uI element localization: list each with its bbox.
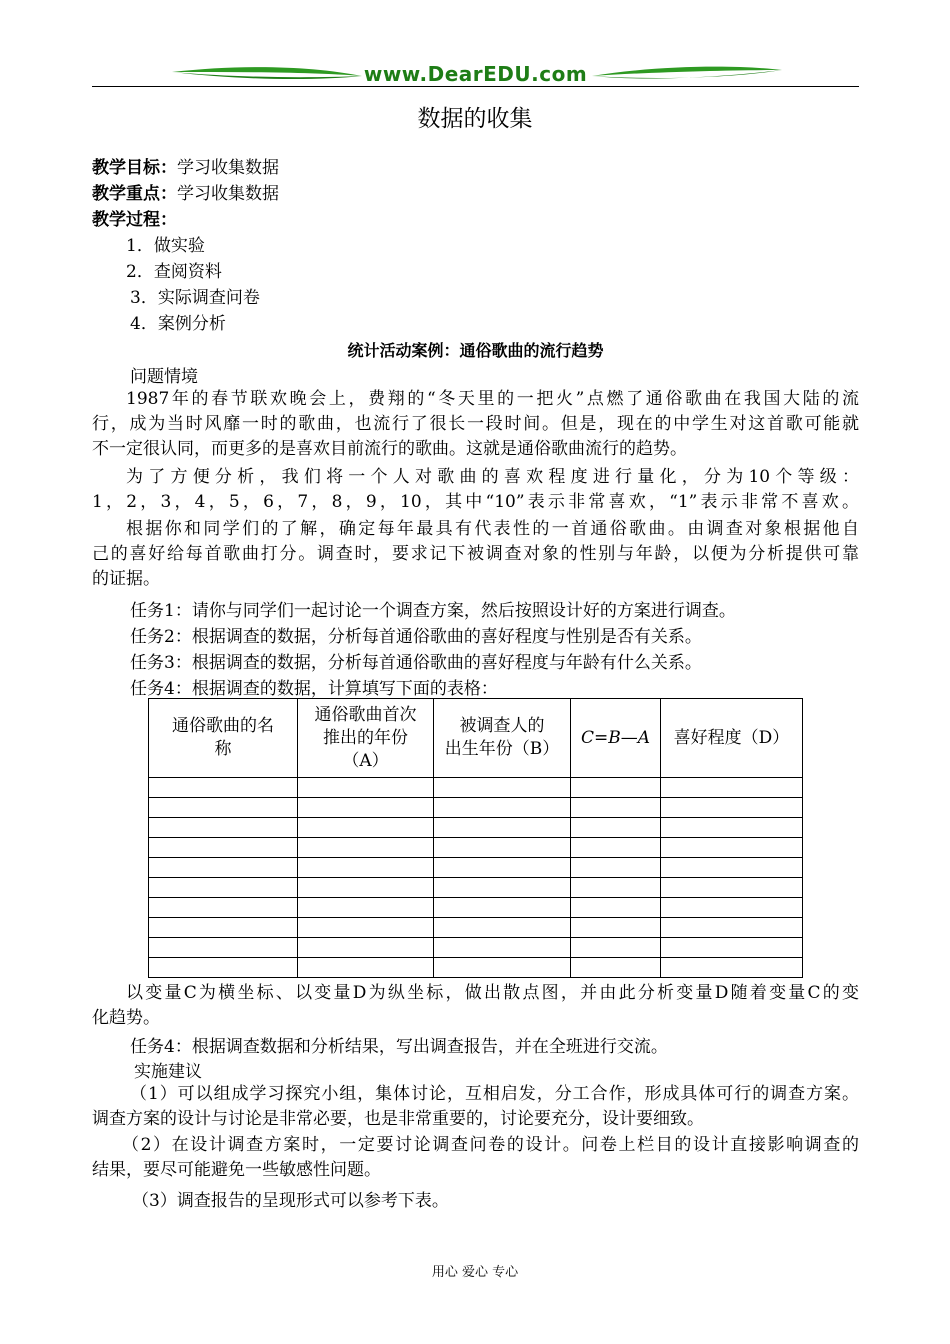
step-item: 2．查阅资料	[126, 262, 222, 282]
text-line: 化趋势。	[92, 1008, 160, 1028]
text-line: 结果，要尽可能避免一些敏感性问题。	[92, 1160, 381, 1180]
table-row	[149, 878, 803, 898]
table-cell	[661, 918, 803, 938]
table-cell	[149, 958, 298, 978]
table-cell	[661, 858, 803, 878]
text-line: 以变量C为横坐标、以变量D为纵坐标，做出散点图，并由此分析变量D随着变量C的变	[126, 983, 859, 1003]
text-line: 1，2，3，4，5，6，7，8，9，10，其中“10”表示非常喜欢，“1”表示非常不喜欢。	[92, 492, 859, 512]
header-line: 推出的年份	[323, 727, 408, 748]
task-item: 任务1：请你与同学们一起讨论一个调查方案，然后按照设计好的方案进行调查。	[130, 601, 736, 621]
header-line: 出生年份（B）	[444, 739, 560, 759]
table-cell	[661, 898, 803, 918]
suggest-3: （3）调查报告的呈现形式可以参考下表。	[132, 1191, 449, 1211]
table-cell	[434, 878, 571, 898]
header-line: C=B—A	[580, 727, 651, 748]
table-cell	[434, 898, 571, 918]
suggest-1	[92, 1082, 859, 1132]
header-line: 被调查人的	[459, 716, 545, 736]
table-cell	[571, 818, 661, 838]
step-item: 1．做实验	[126, 236, 205, 256]
page-title: 数据的收集	[417, 106, 533, 132]
table-cell	[661, 818, 803, 838]
text-line: 行，成为当时风靡一时的歌曲，也流行了很长一段时间。但是，现在的中学生对这首歌可能就	[92, 414, 859, 434]
table-cell	[571, 798, 661, 818]
table-cell	[661, 878, 803, 898]
table-cell	[298, 878, 434, 898]
text-line: 不一定很认同，而更多的是喜欢目前流行的歌曲。这就是通俗歌曲流行的趋势。	[92, 439, 687, 459]
header-line: 通俗歌曲的名	[172, 716, 274, 736]
header-rule	[92, 86, 859, 87]
table-header-row	[149, 699, 803, 778]
table-cell	[434, 938, 571, 958]
table-cell	[661, 798, 803, 818]
header-birth-year	[434, 699, 571, 778]
text-line: 己的喜好给每首歌曲打分。调查时，要求记下被调查对象的性别与年龄，以便为分析提供可靠	[92, 544, 859, 564]
paragraph-3	[92, 517, 859, 592]
suggest-2	[92, 1133, 859, 1183]
header-release-year	[298, 699, 434, 778]
table-cell	[434, 958, 571, 978]
survey-table	[148, 698, 803, 978]
table-cell	[298, 898, 434, 918]
step-item: 4．案例分析	[130, 314, 226, 334]
table-cell	[434, 858, 571, 878]
table-cell	[571, 838, 661, 858]
table-row	[149, 898, 803, 918]
meta-process	[92, 205, 177, 230]
text-line: 根据你和同学们的了解，确定每年最具有代表性的一首通俗歌曲。由调查对象根据他自	[126, 519, 859, 539]
header-c-formula	[571, 699, 661, 778]
logo-text: www.DearEDU.com	[363, 62, 588, 86]
header-preference	[661, 699, 803, 778]
table-cell	[571, 898, 661, 918]
table-cell	[298, 958, 434, 978]
table-cell	[661, 938, 803, 958]
problem-heading: 问题情境	[130, 367, 198, 387]
table-cell	[571, 938, 661, 958]
table-cell	[298, 938, 434, 958]
table-cell	[571, 918, 661, 938]
table-cell	[149, 778, 298, 798]
text-line: 的证据。	[92, 569, 160, 589]
meta-label: 教学目标：	[92, 158, 177, 178]
text-line: 1987年的春节联欢晚会上，费翔的“冬天里的一把火”点燃了通俗歌曲在我国大陆的流	[126, 389, 859, 409]
meta-value: 学习收集数据	[177, 158, 279, 178]
task-item: 任务3：根据调查的数据，分析每首通俗歌曲的喜好程度与年龄有什么关系。	[130, 653, 702, 673]
text-line: 调查方案的设计与讨论是非常必要，也是非常重要的，讨论要充分，设计要细致。	[92, 1109, 704, 1129]
table-cell	[434, 778, 571, 798]
table-cell	[149, 938, 298, 958]
table-row	[149, 918, 803, 938]
table-cell	[298, 918, 434, 938]
table-cell	[571, 958, 661, 978]
table-cell	[298, 858, 434, 878]
table-cell	[571, 858, 661, 878]
page-footer: 用心 爱心 专心	[431, 1265, 519, 1280]
paragraph-1	[92, 387, 859, 462]
table-row	[149, 938, 803, 958]
table-row	[149, 798, 803, 818]
table-cell	[298, 778, 434, 798]
paragraph-2	[92, 465, 859, 515]
header-song-name	[149, 699, 298, 778]
table-cell	[298, 838, 434, 858]
table-row	[149, 958, 803, 978]
meta-label: 教学重点：	[92, 184, 177, 204]
table-cell	[298, 818, 434, 838]
scatter-paragraph	[92, 981, 859, 1031]
table-cell	[149, 798, 298, 818]
suggest-heading: 实施建议	[134, 1062, 202, 1082]
table-cell	[661, 958, 803, 978]
text-line: （2）在设计调查方案时，一定要讨论调查问卷的设计。问卷上栏目的设计直接影响调查的	[122, 1135, 859, 1155]
table-cell	[149, 818, 298, 838]
table-cell	[434, 798, 571, 818]
table-cell	[661, 778, 803, 798]
table-cell	[149, 838, 298, 858]
table-cell	[149, 898, 298, 918]
header-line: （A）	[342, 750, 389, 771]
header-logo	[92, 56, 859, 90]
case-title: 统计活动案例：通俗歌曲的流行趋势	[347, 341, 604, 360]
header-line: 喜好程度（D）	[673, 727, 790, 748]
header-line: 称	[214, 739, 232, 759]
table-cell	[571, 878, 661, 898]
meta-goal	[92, 153, 279, 178]
table-cell	[434, 918, 571, 938]
text-line: 为了方便分析，我们将一个人对歌曲的喜欢程度进行量化，分为10个等级：	[126, 467, 859, 487]
table-cell	[571, 778, 661, 798]
task-item: 任务4：根据调查数据和分析结果，写出调查报告，并在全班进行交流。	[130, 1037, 668, 1057]
meta-value: 学习收集数据	[177, 184, 279, 204]
table-cell	[434, 818, 571, 838]
table-row	[149, 838, 803, 858]
text-line: （1）可以组成学习探究小组，集体讨论，互相启发，分工合作，形成具体可行的调查方案。	[130, 1084, 859, 1104]
table-row	[149, 818, 803, 838]
step-item: 3．实际调查问卷	[130, 288, 260, 308]
header-line: 通俗歌曲首次	[314, 704, 417, 725]
task-item: 任务2：根据调查的数据，分析每首通俗歌曲的喜好程度与性别是否有关系。	[130, 627, 702, 647]
table-cell	[149, 878, 298, 898]
table-cell	[149, 858, 298, 878]
table-row	[149, 858, 803, 878]
table-cell	[434, 838, 571, 858]
meta-focus	[92, 179, 279, 204]
table-cell	[149, 918, 298, 938]
table-cell	[661, 838, 803, 858]
meta-label: 教学过程：	[92, 210, 177, 230]
table-cell	[298, 798, 434, 818]
table-row	[149, 778, 803, 798]
task-item: 任务4：根据调查的数据，计算填写下面的表格：	[130, 679, 498, 699]
table-body	[149, 778, 803, 978]
